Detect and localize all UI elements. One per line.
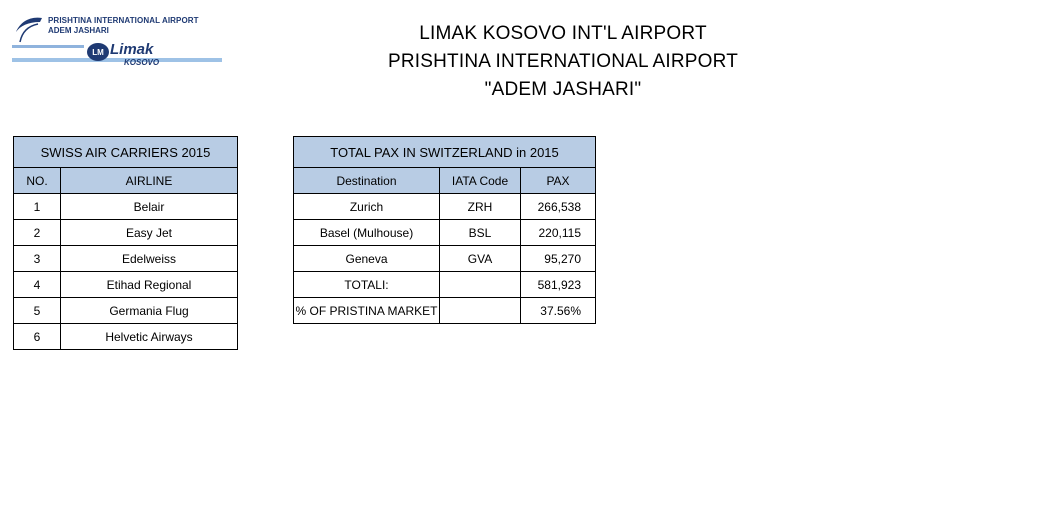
row-no: 5 (14, 298, 61, 324)
row-no: 4 (14, 272, 61, 298)
column-header-destination: Destination (294, 168, 440, 194)
row-iata: BSL (440, 220, 521, 246)
pax-table (293, 136, 596, 324)
row-iata: ZRH (440, 194, 521, 220)
row-destination: Zurich (294, 194, 440, 220)
row-iata: GVA (440, 246, 521, 272)
row-destination: Basel (Mulhouse) (294, 220, 440, 246)
row-no: 6 (14, 324, 61, 350)
row-airline: Easy Jet (61, 220, 238, 246)
total-value: 581,923 (521, 272, 596, 298)
table-row (294, 246, 596, 272)
column-header-pax: PAX (521, 168, 596, 194)
table-row (14, 220, 238, 246)
market-value: 37.56% (521, 298, 596, 324)
carriers-table (13, 136, 238, 350)
column-header-no: NO. (14, 168, 61, 194)
logo-stripe (12, 58, 222, 62)
logo-line1: PRISHTINA INTERNATIONAL AIRPORT (48, 16, 199, 25)
row-airline: Etihad Regional (61, 272, 238, 298)
total-label: TOTALI: (294, 272, 440, 298)
table-row (14, 246, 238, 272)
column-header-iata: IATA Code (440, 168, 521, 194)
column-header-airline: AIRLINE (61, 168, 238, 194)
header-line3: "ADEM JASHARI" (484, 79, 642, 100)
plane-swoosh-icon (12, 14, 52, 48)
row-pax: 220,115 (521, 220, 596, 246)
table-row (14, 324, 238, 350)
market-empty-cell (440, 298, 521, 324)
logo-line2: ADEM JASHARI (48, 26, 109, 35)
table-row (294, 220, 596, 246)
carriers-title: SWISS AIR CARRIERS 2015 (14, 137, 238, 168)
total-row (294, 272, 596, 298)
table-row (14, 272, 238, 298)
limak-badge-icon (86, 42, 110, 62)
logo-brand-sub: KOSOVO (124, 58, 160, 67)
row-pax: 266,538 (521, 194, 596, 220)
table-row (294, 194, 596, 220)
table-row (14, 194, 238, 220)
row-airline: Belair (61, 194, 238, 220)
header-line2: PRISHTINA INTERNATIONAL AIRPORT (387, 51, 739, 72)
row-airline: Edelweiss (61, 246, 238, 272)
logo-stripe (12, 45, 84, 48)
table-row (14, 298, 238, 324)
svg-text:LM: LM (92, 48, 104, 57)
page-header (330, 20, 796, 104)
logo-brand: Limak (110, 41, 154, 58)
total-empty-cell (440, 272, 521, 298)
row-airline: Helvetic Airways (61, 324, 238, 350)
row-no: 1 (14, 194, 61, 220)
pax-title: TOTAL PAX IN SWITZERLAND in 2015 (294, 137, 596, 168)
row-airline: Germania Flug (61, 298, 238, 324)
market-label: % OF PRISTINA MARKET (294, 298, 440, 324)
row-pax: 95,270 (521, 246, 596, 272)
row-no: 3 (14, 246, 61, 272)
market-share-row (294, 298, 596, 324)
row-no: 2 (14, 220, 61, 246)
row-destination: Geneva (294, 246, 440, 272)
airport-logo (12, 14, 227, 70)
header-line1: LIMAK KOSOVO INT'L AIRPORT (419, 23, 707, 44)
